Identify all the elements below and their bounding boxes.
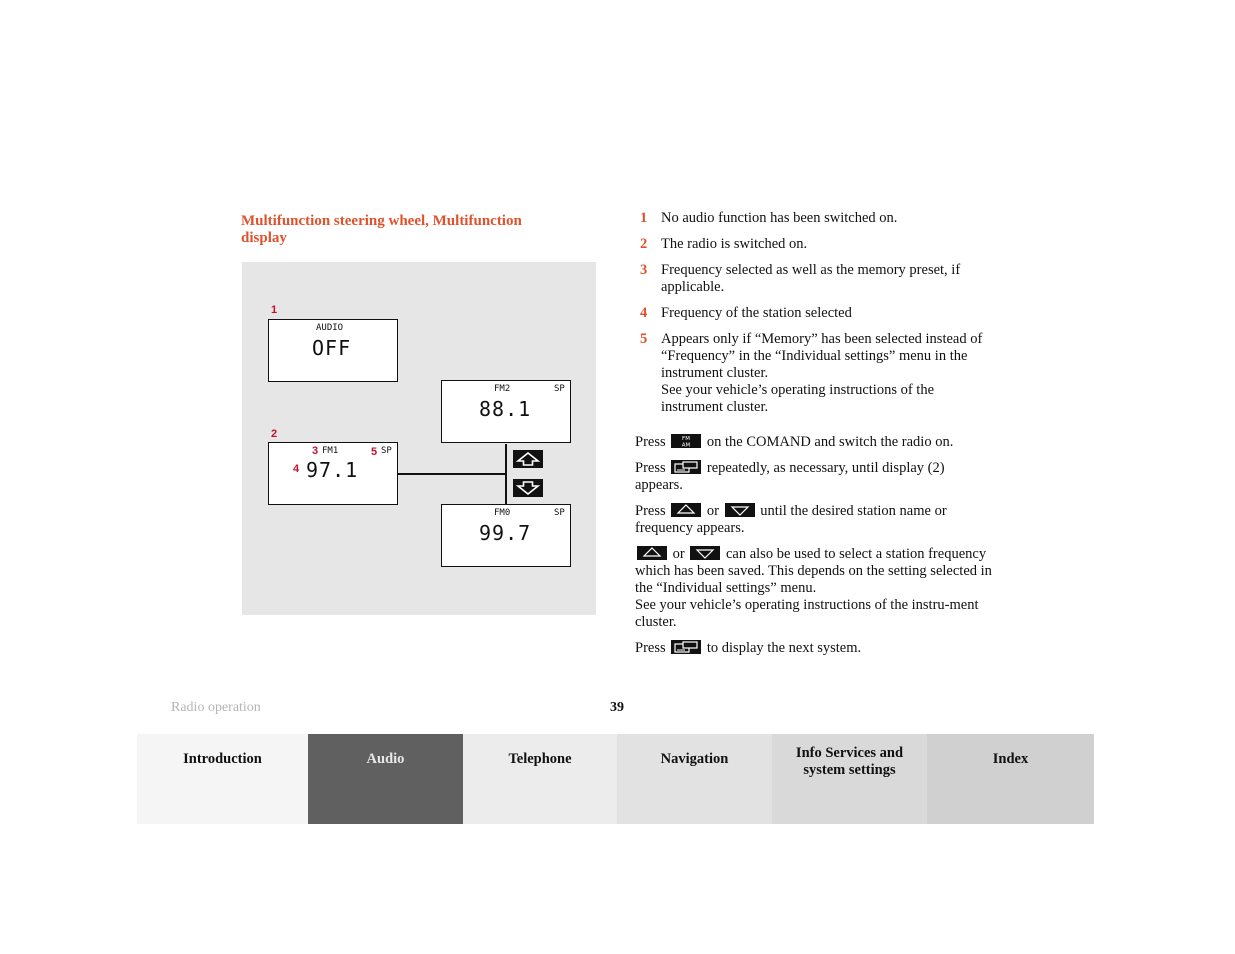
arrow-down-key-icon <box>725 503 755 517</box>
display-sp: SP <box>554 508 565 518</box>
instruction-repeat: Press repeatedly, as necessary, until display (2) appears. <box>635 460 945 493</box>
arrow-up-key-icon <box>637 546 667 560</box>
list-item: 5 Appears only if “Memory” has been selected instead of “Frequency” in the “Individual settings” menu in the instrument cluster. See your vehicle’s operating instructions of the instrument cluster. <box>640 331 983 415</box>
display-figure <box>242 262 596 615</box>
tab-index[interactable]: Index <box>927 734 1094 824</box>
display-sp: SP <box>554 384 565 394</box>
callout-4: 4 <box>293 463 300 475</box>
menu-key-icon <box>671 640 701 654</box>
connector-line <box>505 444 507 504</box>
instruction-select: Press or until the desired station name or frequency appears. <box>635 503 947 536</box>
nav-tabs <box>137 734 1094 824</box>
display-radio-on <box>268 442 398 505</box>
svg-text:FM: FM <box>682 436 691 442</box>
menu-key-icon <box>671 460 701 474</box>
arrow-down-button-icon <box>513 479 543 497</box>
display-sp: SP <box>381 446 392 456</box>
right-column <box>635 210 995 666</box>
svg-text:AM: AM <box>681 442 691 448</box>
display-fm0 <box>441 504 571 567</box>
callout-2: 2 <box>271 428 278 440</box>
callout-1: 1 <box>271 304 278 316</box>
tab-telephone[interactable]: Telephone <box>463 734 617 824</box>
tab-introduction[interactable]: Introduction <box>137 734 308 824</box>
display-value: 97.1 <box>306 458 359 482</box>
arrow-up-key-icon <box>671 503 701 517</box>
arrow-down-key-icon <box>690 546 720 560</box>
display-band: FM0 <box>494 508 511 518</box>
footer-section: Radio operation <box>171 700 261 715</box>
display-value: 88.1 <box>479 397 532 421</box>
tab-navigation[interactable]: Navigation <box>617 734 772 824</box>
arrow-up-button-icon <box>513 450 543 468</box>
callout-5: 5 <box>371 446 378 458</box>
display-value: 99.7 <box>479 521 532 545</box>
list-item: 2 The radio is switched on. <box>640 236 808 252</box>
connector-line <box>398 473 506 475</box>
display-fm2 <box>441 380 571 443</box>
display-band: FM2 <box>494 384 511 394</box>
tab-info-services[interactable]: Info Services and system settings <box>772 734 927 824</box>
display-audio-off <box>268 319 398 382</box>
list-item: 3 Frequency selected as well as the memory preset, if applicable. <box>640 262 961 295</box>
list-item: 1 No audio function has been switched on. <box>640 210 898 226</box>
display-value: OFF <box>312 336 352 360</box>
instruction-saved: or can also be used to select a station frequency which has been saved. This depends on the setting selected in the “Individual settings” menu. See your vehicle’s operating instructions of the instru-ment cluster. <box>635 546 992 630</box>
fm-am-key-icon <box>671 434 701 448</box>
callout-3: 3 <box>312 445 319 457</box>
display-label: AUDIO <box>316 323 344 333</box>
list-item: 4 Frequency of the station selected <box>640 305 852 321</box>
instruction-next: Press to display the next system. <box>635 640 862 656</box>
section-heading: Multifunction steering wheel, Multifunction display <box>241 213 522 246</box>
page-number: 39 <box>610 700 624 715</box>
display-band: FM1 <box>322 446 339 456</box>
tab-audio[interactable]: Audio <box>308 734 463 824</box>
instruction-switch-on: Press FM AM on the COMAND and switch the radio on. <box>635 434 954 450</box>
